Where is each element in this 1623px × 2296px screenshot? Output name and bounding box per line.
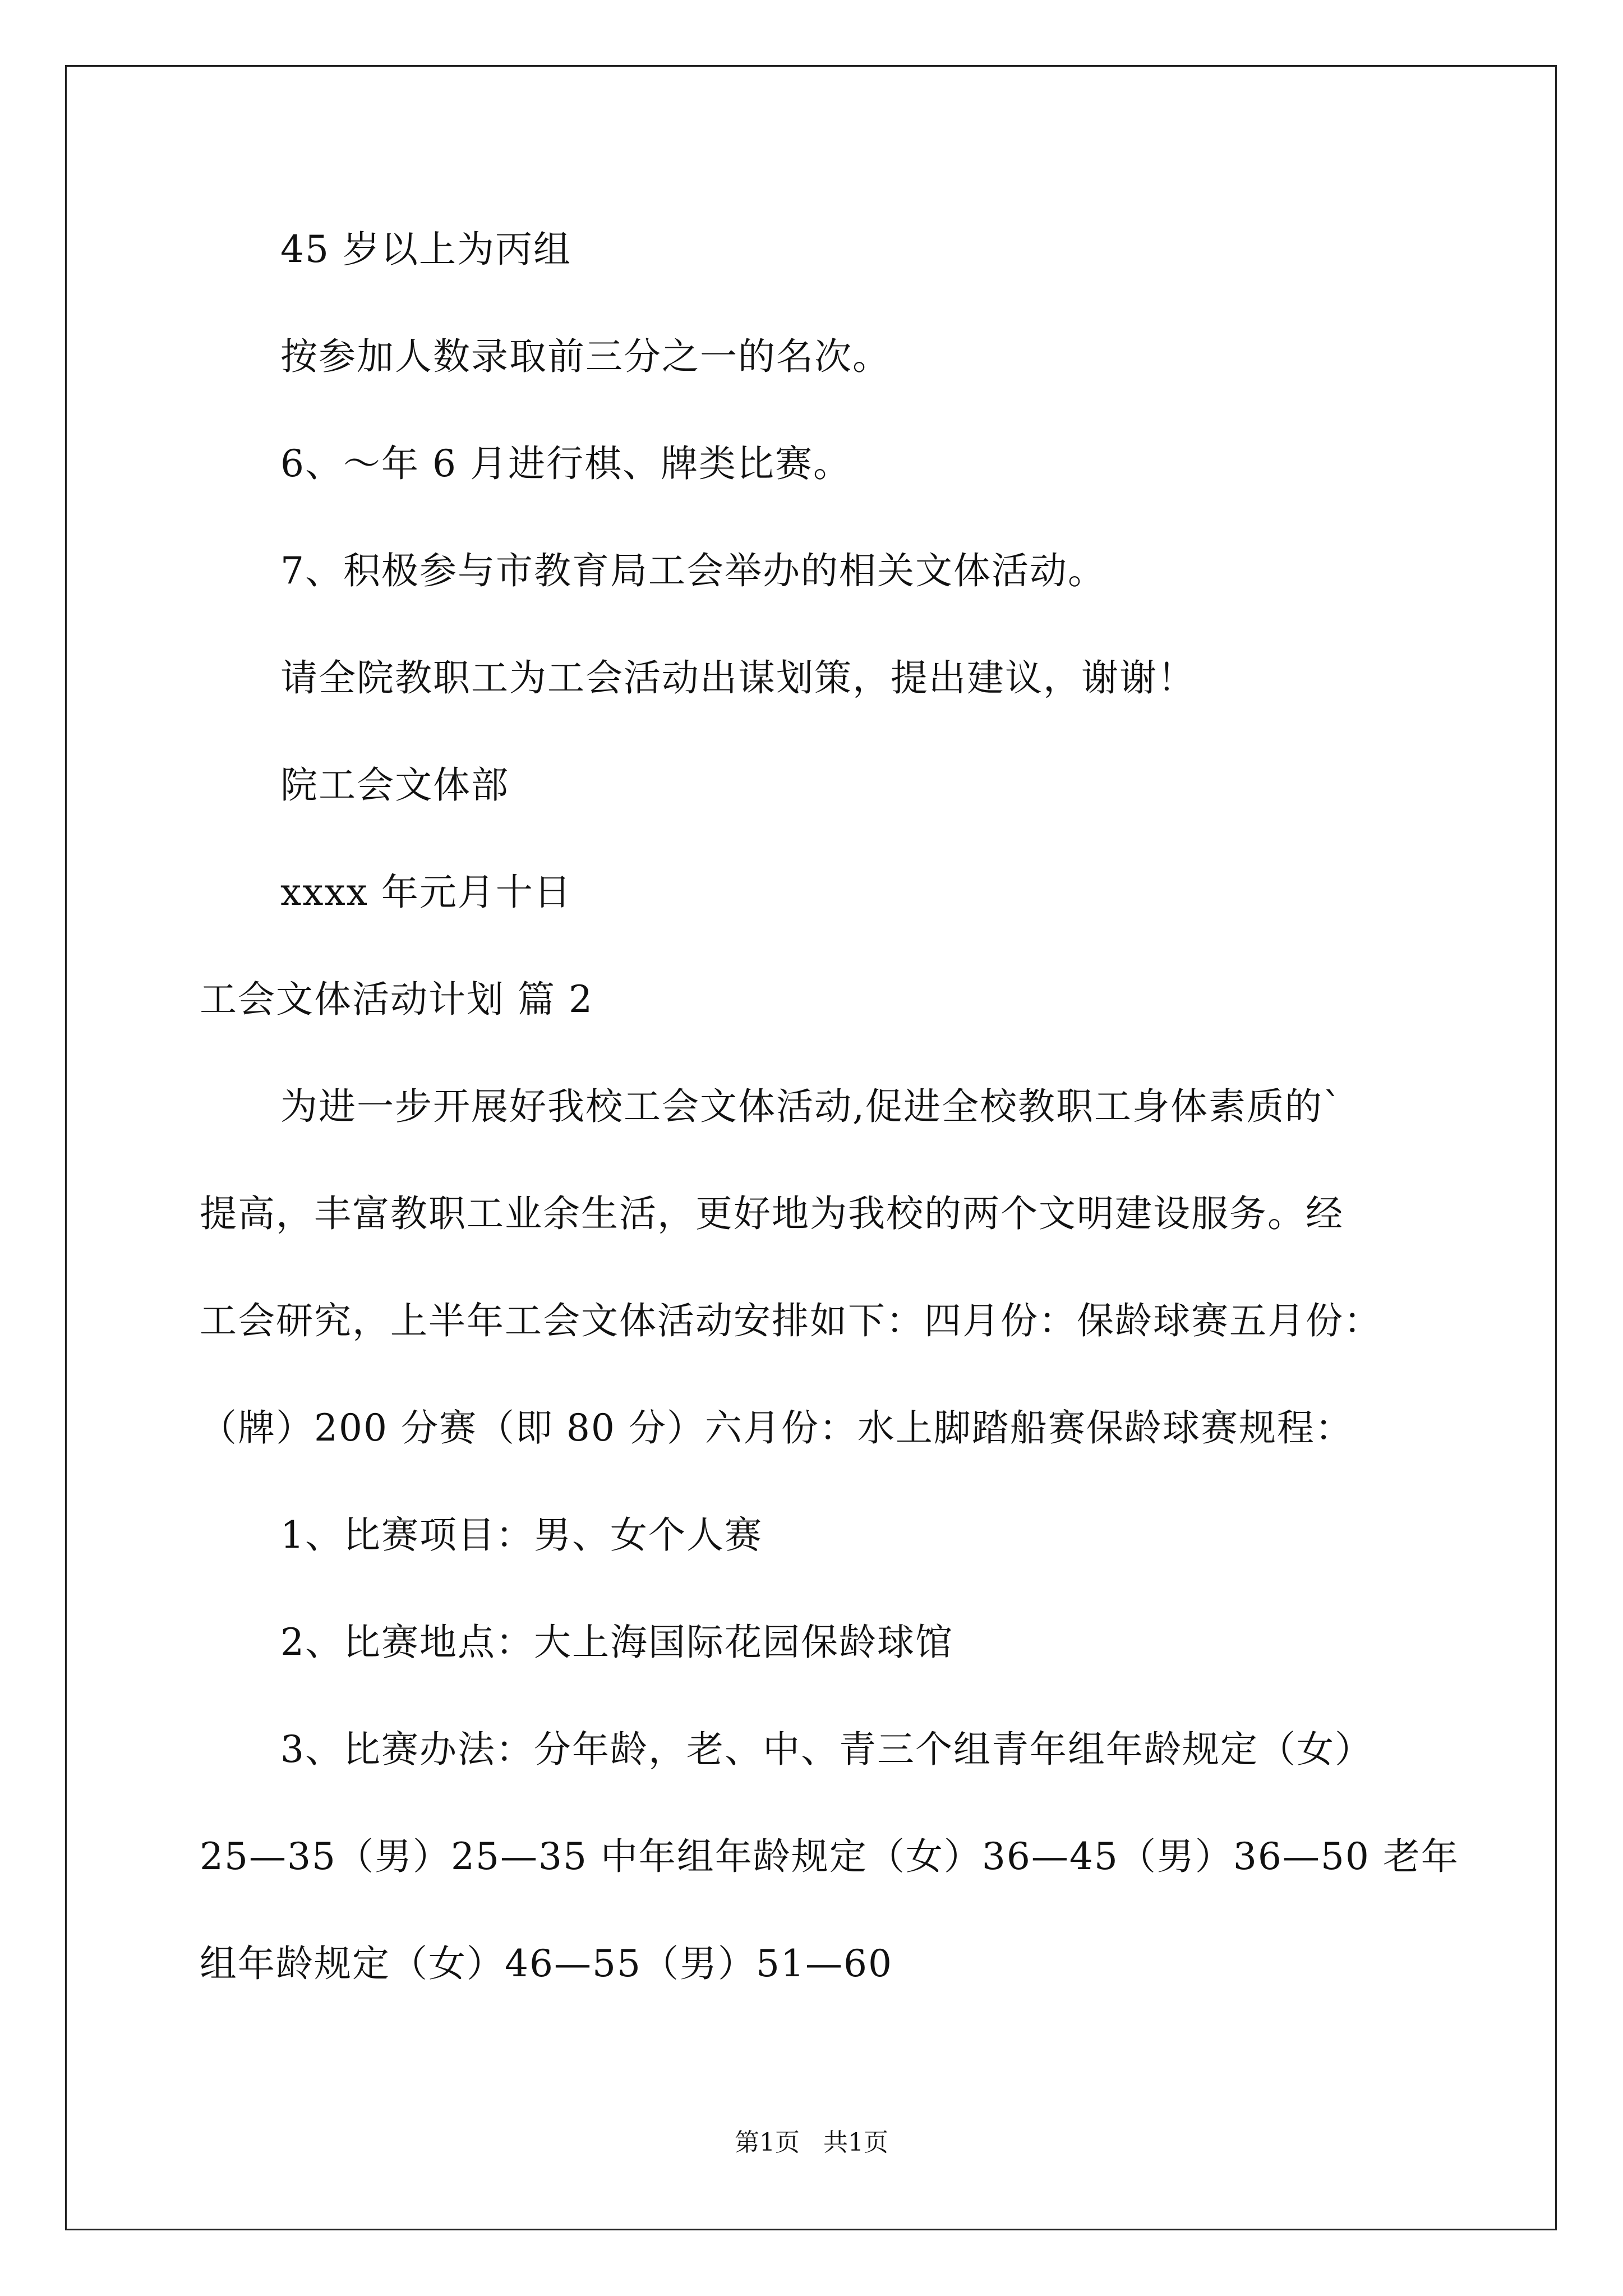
paragraph-line-3: 工会研究，上半年工会文体活动安排如下：四月份：保龄球赛五月份： [200, 1299, 1382, 1342]
rule-item-3-continued-1: 25—35（男）25—35 中年组年龄规定（女）36—45（男）36—50 老年 [200, 1835, 1459, 1878]
page-border [65, 65, 1557, 2230]
rule-item-1: 1、比赛项目：男、女个人赛 [280, 1513, 763, 1557]
section-heading: 工会文体活动计划 篇 2 [200, 978, 593, 1021]
paragraph-line-4: （牌）200 分赛（即 80 分）六月份：水上脚踏船赛保龄球赛规程： [200, 1406, 1353, 1450]
rule-item-2: 2、比赛地点：大上海国际花园保龄球馆 [280, 1621, 953, 1664]
signature-date: xxxx 年元月十日 [280, 871, 572, 914]
text-line-item-7: 7、积极参与市教育局工会举办的相关文体活动。 [280, 549, 1106, 592]
text-line-ranking: 按参加人数录取前三分之一的名次。 [280, 335, 891, 378]
signature-department: 院工会文体部 [280, 763, 509, 807]
rule-item-3-continued-2: 组年龄规定（女）46—55（男）51—60 [200, 1942, 893, 1985]
page-number-footer: 第1页 共1页 [735, 2128, 888, 2157]
text-line-age-group: 45 岁以上为丙组 [280, 228, 571, 271]
paragraph-line-2: 提高，丰富教职工业余生活，更好地为我校的两个文明建设服务。经 [200, 1192, 1344, 1235]
paragraph-line-1: 为进一步开展好我校工会文体活动,促进全校教职工身体素质的` [280, 1085, 1343, 1128]
text-line-item-6: 6、～年 6 月进行棋、牌类比赛。 [280, 442, 851, 485]
rule-item-3: 3、比赛办法：分年龄，老、中、青三个组青年组年龄规定（女） [280, 1728, 1373, 1771]
text-line-request: 请全院教职工为工会活动出谋划策，提出建议，谢谢！ [280, 656, 1196, 700]
